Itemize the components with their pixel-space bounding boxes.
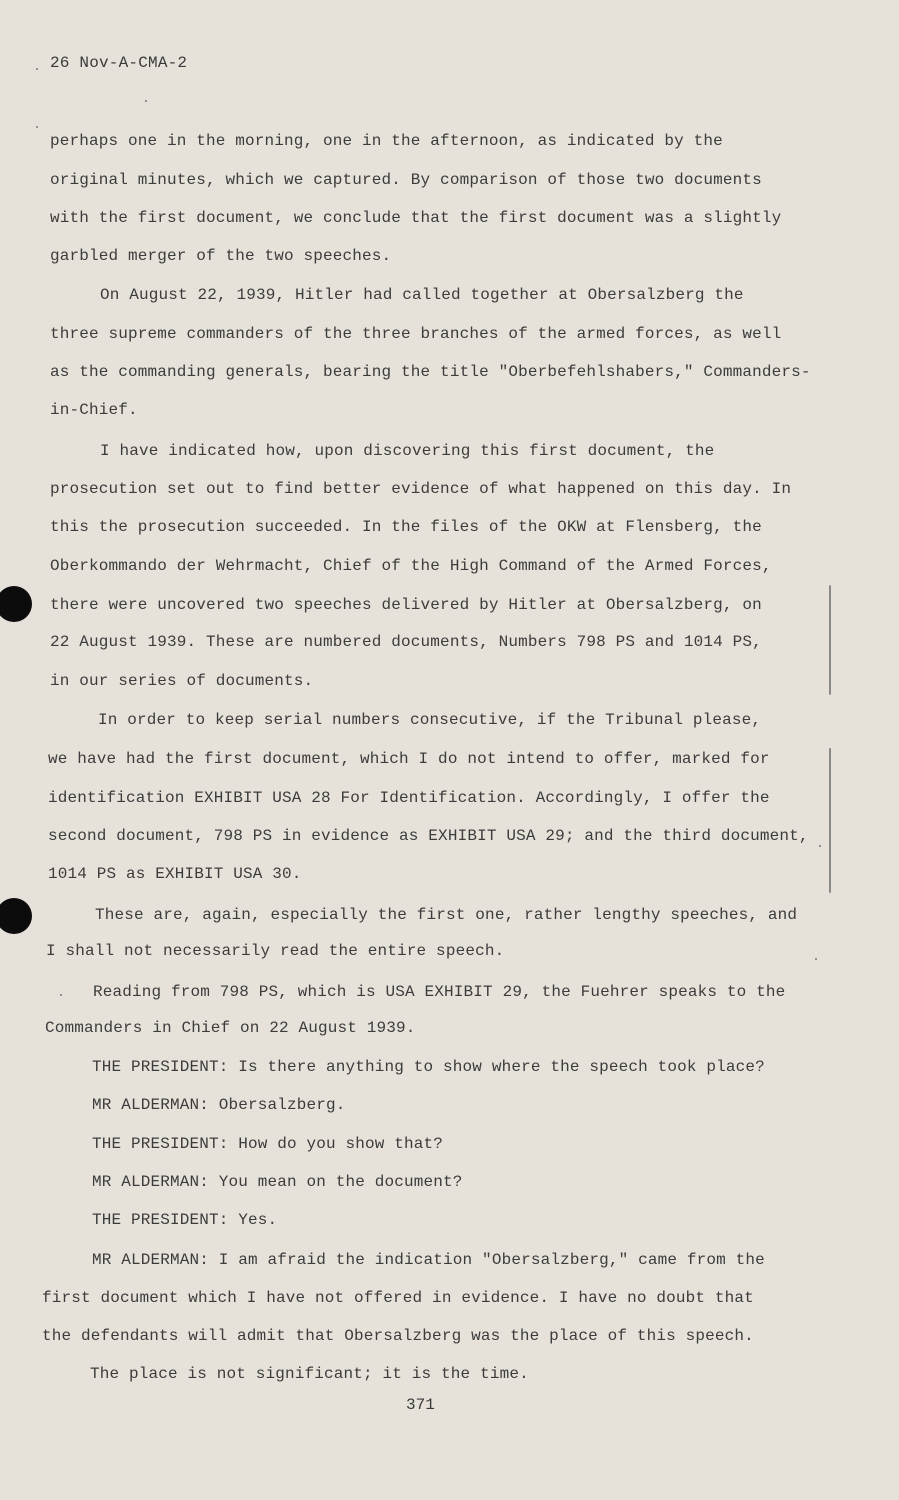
margin-line-mark: [829, 585, 831, 695]
punch-hole-icon: [0, 898, 32, 934]
text-line: three supreme commanders of the three branches of the armed forces, as well: [50, 325, 782, 343]
text-line: THE PRESIDENT: Yes.: [92, 1211, 278, 1229]
text-line: we have had the first document, which I do not intend to offer, marked for: [48, 750, 770, 768]
text-line: These are, again, especially the first one, rather lengthy speeches, and: [95, 906, 798, 924]
text-line: perhaps one in the morning, one in the afternoon, as indicated by the: [50, 132, 723, 150]
text-line: identification EXHIBIT USA 28 For Identification. Accordingly, I offer the: [48, 789, 770, 807]
text-line: On August 22, 1939, Hitler had called together at Obersalzberg the: [100, 286, 744, 304]
text-line: THE PRESIDENT: Is there anything to show where the speech took place?: [92, 1058, 765, 1076]
text-line: garbled merger of the two speeches.: [50, 247, 392, 265]
text-line: Oberkommando der Wehrmacht, Chief of the High Command of the Armed Forces,: [50, 557, 772, 575]
paper-speck: [36, 68, 38, 70]
paper-speck: [60, 994, 62, 996]
text-line: original minutes, which we captured. By comparison of those two documents: [50, 171, 762, 189]
paper-speck: [36, 126, 38, 128]
text-line: with the first document, we conclude that the first document was a slightly: [50, 209, 782, 227]
text-line: the defendants will admit that Obersalzberg was the place of this speech.: [42, 1327, 754, 1345]
text-line: second document, 798 PS in evidence as EXHIBIT USA 29; and the third document,: [48, 827, 809, 845]
text-line: MR ALDERMAN: Obersalzberg.: [92, 1096, 346, 1114]
text-line: The place is not significant; it is the time.: [90, 1365, 529, 1383]
paper-speck: [819, 845, 821, 847]
document-reference: 26 Nov-A-CMA-2: [50, 54, 188, 72]
paper-speck: [145, 100, 147, 102]
text-line: there were uncovered two speeches delivered by Hitler at Obersalzberg, on: [50, 596, 762, 614]
text-line: first document which I have not offered in evidence. I have no doubt that: [42, 1289, 754, 1307]
text-line: 1014 PS as EXHIBIT USA 30.: [48, 865, 302, 883]
text-line: MR ALDERMAN: I am afraid the indication "Obersalzberg," came from the: [92, 1251, 765, 1269]
punch-hole-icon: [0, 586, 32, 622]
paper-speck: [815, 958, 817, 960]
text-line: this the prosecution succeeded. In the files of the OKW at Flensberg, the: [50, 518, 762, 536]
text-line: as the commanding generals, bearing the title "Oberbefehlshabers," Commanders-: [50, 363, 811, 381]
text-line: 22 August 1939. These are numbered documents, Numbers 798 PS and 1014 PS,: [50, 633, 762, 651]
text-line: Commanders in Chief on 22 August 1939.: [45, 1019, 416, 1037]
text-line: in our series of documents.: [50, 672, 314, 690]
margin-line-mark: [829, 748, 831, 893]
text-line: in-Chief.: [50, 401, 138, 419]
text-line: I have indicated how, upon discovering this first document, the: [100, 442, 715, 460]
text-line: prosecution set out to find better evidence of what happened on this day. In: [50, 480, 792, 498]
text-line: I shall not necessarily read the entire speech.: [46, 942, 505, 960]
text-line: In order to keep serial numbers consecutive, if the Tribunal please,: [98, 711, 762, 729]
text-line: MR ALDERMAN: You mean on the document?: [92, 1173, 463, 1191]
page-number: 371: [406, 1396, 435, 1414]
text-line: THE PRESIDENT: How do you show that?: [92, 1135, 444, 1153]
text-line: Reading from 798 PS, which is USA EXHIBIT 29, the Fuehrer speaks to the: [93, 983, 786, 1001]
